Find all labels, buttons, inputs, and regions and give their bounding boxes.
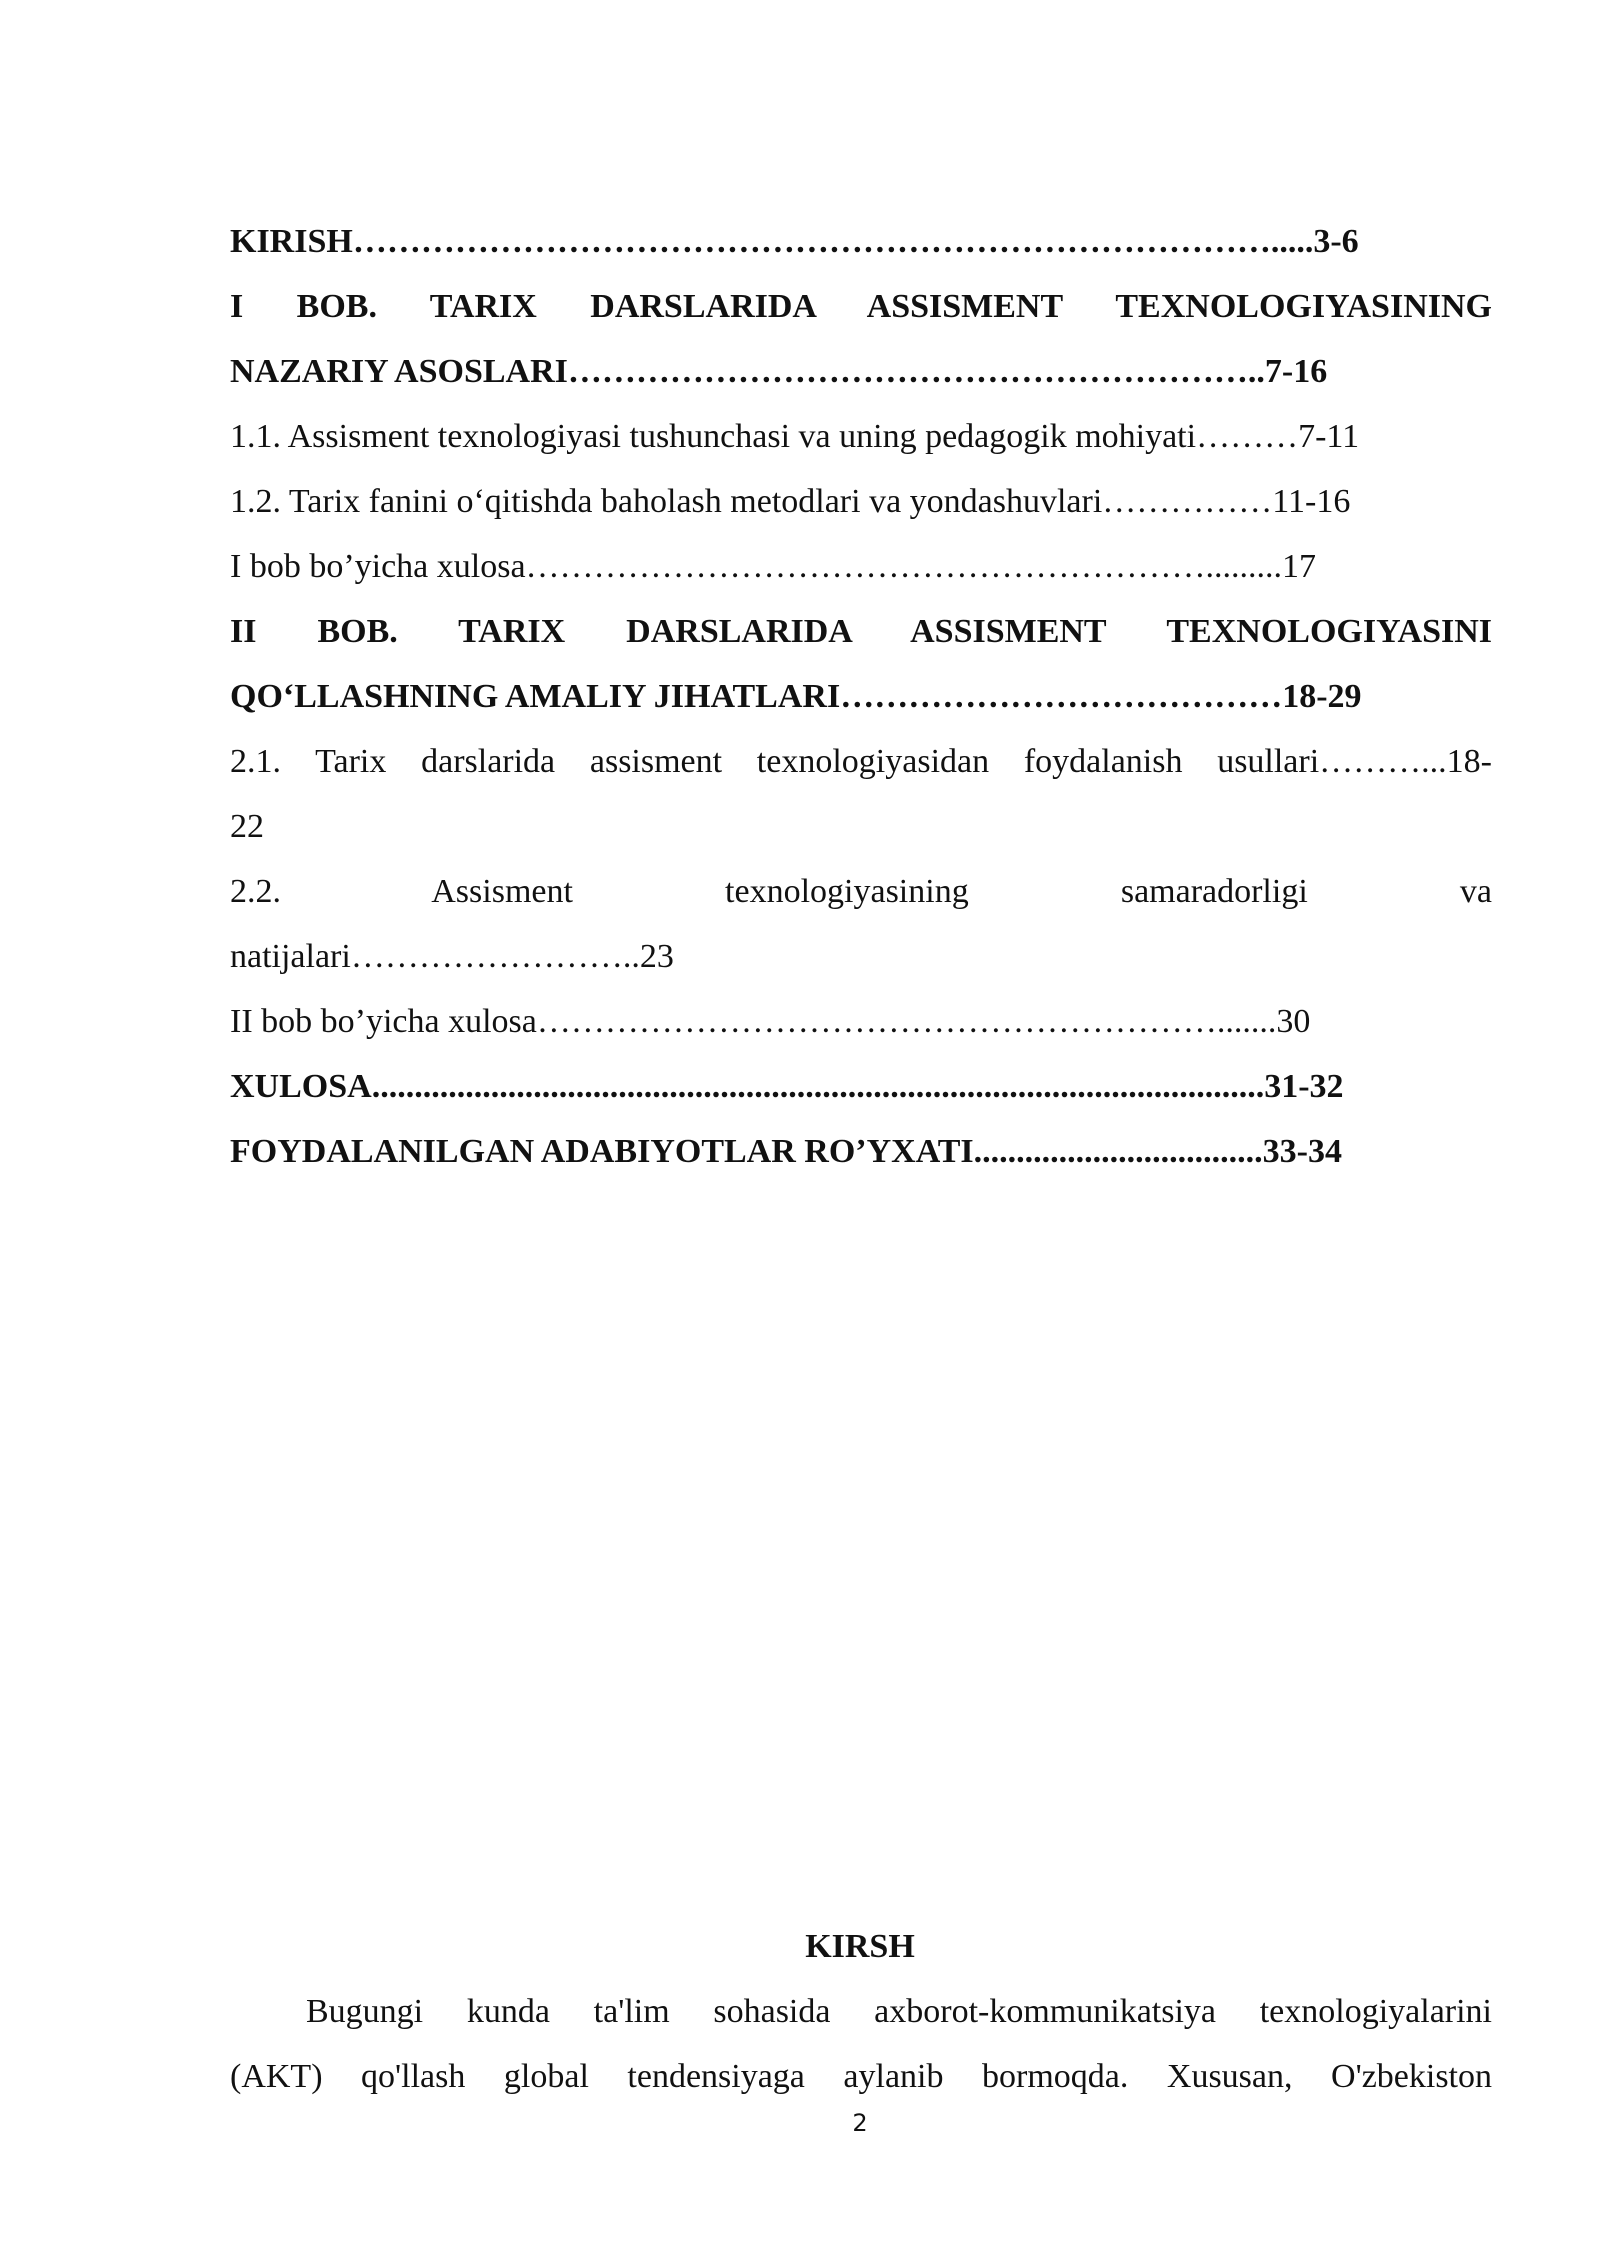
- toc-entry-chapter-2-title-cont: QO‘LLASHNING AMALIY JIHATLARI…………………………………18-29: [230, 678, 1362, 715]
- intro-heading: KIRSH: [805, 1928, 915, 1965]
- toc-entry-section-1-1: 1.1. Assisment texnologiyasi tushunchasi va uning pedagogik mohiyati………7-11: [230, 418, 1360, 455]
- toc-entry-kirish: KIRISH……………………………………………………………………….....3-6: [230, 223, 1359, 260]
- intro-paragraph-line: (AKT) qo'llash global tendensiyaga aylanib bormoqda. Xususan, O'zbekiston: [230, 2058, 1492, 2095]
- toc-entry-chapter-1-summary: I bob bo’yicha xulosa…………………………………………………….........17: [230, 548, 1317, 585]
- toc-entry-section-2-1-cont: 22: [230, 808, 264, 845]
- toc-entry-section-2-1: 2.1. Tarix darslarida assisment texnologiyasidan foydalanish usullari………...18-: [230, 743, 1492, 780]
- toc-entry-xulosa: XULOSA.........................................................................................................31-32: [230, 1068, 1344, 1105]
- toc-entry-chapter-1-title-cont: NAZARIY ASOSLARI……………………………………………………..7-16: [230, 353, 1328, 390]
- toc-entry-chapter-2-title: II BOB. TARIX DARSLARIDA ASSISMENT TEXNOLOGIYASINI: [230, 613, 1492, 650]
- toc-entry-section-2-2: 2.2. Assisment texnologiyasining samaradorligi va: [230, 873, 1492, 910]
- toc-entry-chapter-1-title: I BOB. TARIX DARSLARIDA ASSISMENT TEXNOLOGIYASINING: [230, 288, 1492, 325]
- table-of-contents: [230, 209, 1492, 1184]
- toc-entry-chapter-2-summary: II bob bo’yicha xulosa…………………………………………………….......30: [230, 1003, 1311, 1040]
- page-number: 2: [852, 2109, 868, 2137]
- toc-entry-section-2-2-cont: natijalari……………………..23: [230, 938, 674, 975]
- toc-entry-section-1-2: 1.2. Tarix fanini o‘qitishda baholash metodlari va yondashuvlari……………11-16: [230, 483, 1351, 520]
- toc-entry-references: FOYDALANILGAN ADABIYOTLAR RO’YXATI..................................33-34: [230, 1133, 1342, 1170]
- intro-paragraph-line: Bugungi kunda ta'lim sohasida axborot-kommunikatsiya texnologiyalarini: [306, 1993, 1492, 2030]
- intro-paragraph: [230, 1979, 1492, 2109]
